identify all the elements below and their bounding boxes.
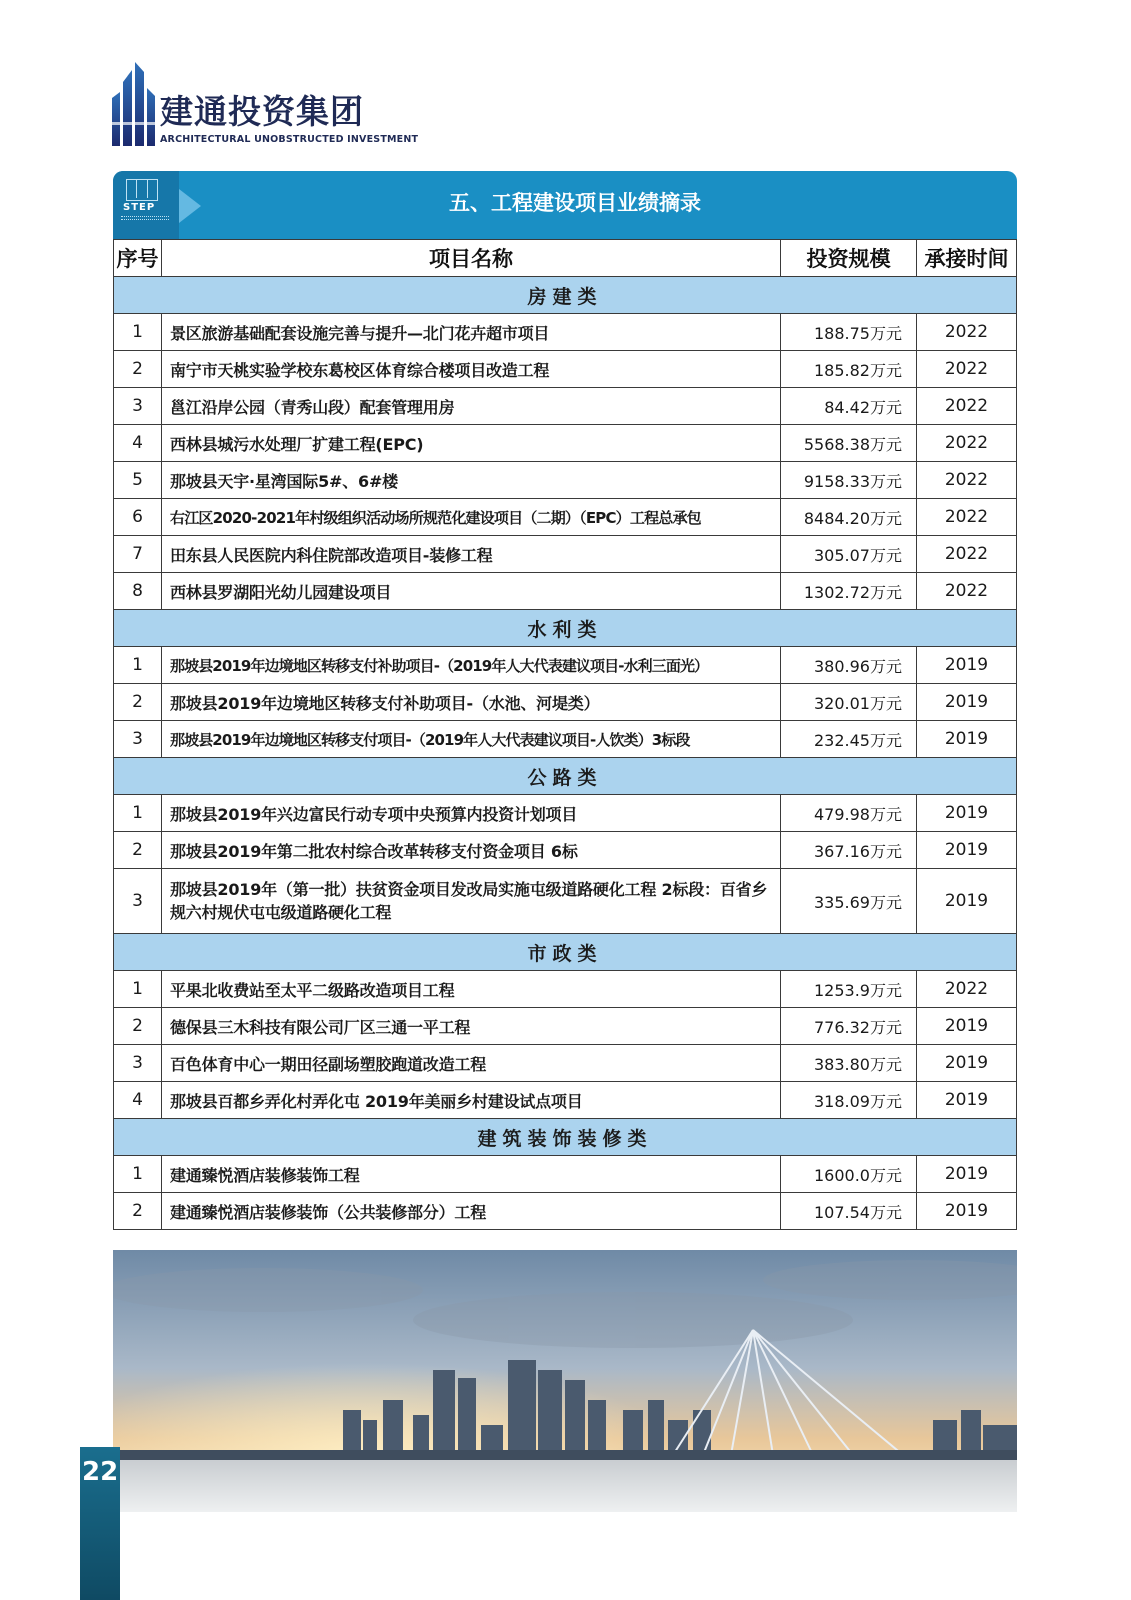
row-year: 2019 [917, 832, 1017, 869]
row-no: 3 [114, 721, 162, 758]
row-investment: 335.69万元 [781, 869, 917, 934]
row-name: 邕江沿岸公园（青秀山段）配套管理用房 [162, 388, 781, 425]
row-year: 2022 [917, 536, 1017, 573]
row-investment: 305.07万元 [781, 536, 917, 573]
row-no: 1 [114, 1156, 162, 1193]
row-year: 2022 [917, 462, 1017, 499]
row-year: 2022 [917, 388, 1017, 425]
table-row [114, 1193, 1017, 1230]
category-row [114, 934, 1017, 971]
row-investment: 1253.9万元 [781, 971, 917, 1008]
row-name: 那坡县2019年第二批农村综合改革转移支付资金项目 6标 [162, 832, 781, 869]
row-investment: 776.32万元 [781, 1008, 917, 1045]
row-year: 2019 [917, 795, 1017, 832]
row-investment: 185.82万元 [781, 351, 917, 388]
row-no: 5 [114, 462, 162, 499]
row-year: 2022 [917, 425, 1017, 462]
row-investment: 1600.0万元 [781, 1156, 917, 1193]
row-year: 2022 [917, 971, 1017, 1008]
row-name: 那坡县2019年边境地区转移支付补助项目-（2019年人大代表建议项目-水利三面光） [162, 647, 781, 684]
row-year: 2019 [917, 1008, 1017, 1045]
row-no: 1 [114, 971, 162, 1008]
row-name: 德保县三木科技有限公司厂区三通一平工程 [162, 1008, 781, 1045]
row-name: 田东县人民医院内科住院部改造项目-装修工程 [162, 536, 781, 573]
performance-table [113, 239, 1017, 1230]
row-year: 2022 [917, 314, 1017, 351]
row-name: 那坡县2019年兴边富民行动专项中央预算内投资计划项目 [162, 795, 781, 832]
category-title: 建筑装饰装修类 [114, 1119, 1017, 1156]
category-title: 房建类 [114, 277, 1017, 314]
table-row [114, 1156, 1017, 1193]
row-no: 1 [114, 795, 162, 832]
step-label: STEP [123, 202, 156, 213]
row-investment: 8484.20万元 [781, 499, 917, 536]
row-investment: 107.54万元 [781, 1193, 917, 1230]
row-no: 2 [114, 1008, 162, 1045]
company-logo [110, 62, 419, 148]
row-no: 3 [114, 388, 162, 425]
row-no: 7 [114, 536, 162, 573]
table-row [114, 462, 1017, 499]
table-row [114, 425, 1017, 462]
table-row [114, 573, 1017, 610]
table-row [114, 1082, 1017, 1119]
row-name: 景区旅游基础配套设施完善与提升—北门花卉超市项目 [162, 314, 781, 351]
row-investment: 5568.38万元 [781, 425, 917, 462]
row-name: 右江区2020-2021年村级组织活动场所规范化建设项目（二期）（EPC）工程总承包 [162, 499, 781, 536]
brand-name-cn: 建通投资集团 [160, 92, 364, 131]
category-row [114, 610, 1017, 647]
row-name: 西林县城污水处理厂扩建工程(EPC) [162, 425, 781, 462]
row-year: 2022 [917, 499, 1017, 536]
row-name: 那坡县2019年边境地区转移支付项目-（2019年人大代表建议项目-人饮类）3标段 [162, 721, 781, 758]
row-year: 2019 [917, 721, 1017, 758]
row-no: 1 [114, 647, 162, 684]
table-row [114, 832, 1017, 869]
row-investment: 383.80万元 [781, 1045, 917, 1082]
brand-name-en: ARCHITECTURAL UNOBSTRUCTED INVESTMENT [160, 134, 419, 145]
row-no: 8 [114, 573, 162, 610]
table-row [114, 536, 1017, 573]
table-header-row [114, 240, 1017, 277]
row-name: 南宁市天桃实验学校东葛校区体育综合楼项目改造工程 [162, 351, 781, 388]
row-investment: 380.96万元 [781, 647, 917, 684]
header-investment: 投资规模 [781, 240, 917, 277]
row-name-cell [162, 869, 781, 934]
table-row [114, 314, 1017, 351]
row-name: 平果北收费站至太平二级路改造项目工程 [162, 971, 781, 1008]
row-year: 2022 [917, 573, 1017, 610]
category-row [114, 277, 1017, 314]
row-no: 4 [114, 1082, 162, 1119]
table-row [114, 869, 1017, 934]
row-no: 6 [114, 499, 162, 536]
row-year: 2022 [917, 351, 1017, 388]
header-name: 项目名称 [162, 240, 781, 277]
category-title: 公路类 [114, 758, 1017, 795]
skyline-illustration [113, 1250, 1017, 1512]
header-no: 序号 [114, 240, 162, 277]
row-name: 那坡县百都乡弄化村弄化屯 2019年美丽乡村建设试点项目 [162, 1082, 781, 1119]
table-row [114, 647, 1017, 684]
row-no: 2 [114, 1193, 162, 1230]
row-no: 4 [114, 425, 162, 462]
section-title: 五、工程建设项目业绩摘录 [449, 191, 701, 215]
row-investment: 1302.72万元 [781, 573, 917, 610]
table-row [114, 971, 1017, 1008]
table-row [114, 684, 1017, 721]
table-row [114, 1045, 1017, 1082]
row-year: 2019 [917, 1082, 1017, 1119]
row-name: 建通臻悦酒店装修装饰工程 [162, 1156, 781, 1193]
logo-mark-icon [110, 62, 156, 146]
category-title: 市政类 [114, 934, 1017, 971]
row-investment: 318.09万元 [781, 1082, 917, 1119]
row-investment: 232.45万元 [781, 721, 917, 758]
row-name: 那坡县天宇·星湾国际5#、6#楼 [162, 462, 781, 499]
row-name: 建通臻悦酒店装修装饰（公共装修部分）工程 [162, 1193, 781, 1230]
table-row [114, 795, 1017, 832]
row-no: 1 [114, 314, 162, 351]
table-row [114, 499, 1017, 536]
row-investment: 84.42万元 [781, 388, 917, 425]
row-investment: 9158.33万元 [781, 462, 917, 499]
table-row [114, 1008, 1017, 1045]
row-investment: 188.75万元 [781, 314, 917, 351]
city-skyline-photo [113, 1250, 1017, 1512]
row-no: 2 [114, 832, 162, 869]
category-title: 水利类 [114, 610, 1017, 647]
row-no: 2 [114, 351, 162, 388]
category-row [114, 758, 1017, 795]
section-banner [113, 171, 1017, 239]
header-year: 承接时间 [917, 240, 1017, 277]
row-no: 3 [114, 1045, 162, 1082]
row-year: 2019 [917, 647, 1017, 684]
table-row [114, 351, 1017, 388]
row-no: 3 [114, 869, 162, 934]
row-investment: 320.01万元 [781, 684, 917, 721]
row-name: 西林县罗湖阳光幼儿园建设项目 [162, 573, 781, 610]
row-year: 2019 [917, 869, 1017, 934]
row-name: 那坡县2019年边境地区转移支付补助项目-（水池、河堤类） [162, 684, 781, 721]
row-year: 2019 [917, 1045, 1017, 1082]
table-row [114, 388, 1017, 425]
row-investment: 367.16万元 [781, 832, 917, 869]
table-row [114, 721, 1017, 758]
page-number: 22 [82, 1457, 119, 1487]
row-name: 百色体育中心一期田径副场塑胶跑道改造工程 [162, 1045, 781, 1082]
category-row [114, 1119, 1017, 1156]
row-year: 2019 [917, 684, 1017, 721]
page-number-strip [80, 1447, 120, 1600]
row-year: 2019 [917, 1156, 1017, 1193]
row-year: 2019 [917, 1193, 1017, 1230]
row-name: 那坡县2019年（第一批）扶贫资金项目发改局实施屯级道路硬化工程 2标段：百省乡规六村规伏屯屯级道路硬化工程 [170, 880, 768, 922]
row-no: 2 [114, 684, 162, 721]
row-investment: 479.98万元 [781, 795, 917, 832]
